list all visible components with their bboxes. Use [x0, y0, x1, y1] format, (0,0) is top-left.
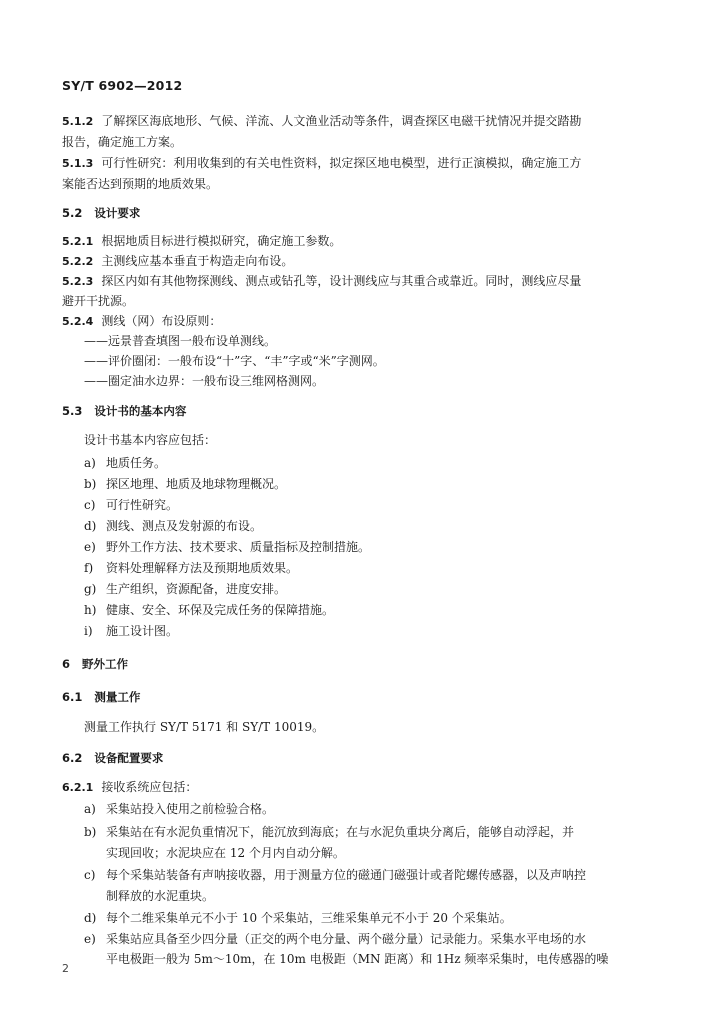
list-item-cont: 实现回收；水泥块应在 12 个月内自动分解。: [106, 846, 345, 860]
section-number: 6.1: [62, 690, 83, 704]
list-item: [84, 561, 298, 576]
clause-5-2-3: [62, 274, 581, 289]
list-item: [84, 868, 586, 883]
dash-item: ——圈定油水边界：一般布设三维网格测网。: [84, 374, 325, 388]
list-text: 每个二维采集单元不小于 10 个采集站，三维采集单元不小于 20 个采集站。: [106, 911, 512, 925]
list-item: [84, 540, 370, 555]
list-label: f): [84, 561, 94, 575]
section-title: 设计要求: [94, 206, 141, 220]
list-item-cont: 制释放的水泥重块。: [106, 889, 215, 903]
list-label: i): [84, 624, 93, 638]
list-text: 施工设计图。: [106, 624, 179, 638]
section-number: 5.3: [62, 404, 83, 418]
list-label: a): [84, 456, 96, 470]
list-item: [84, 932, 586, 947]
list-item: [84, 456, 166, 471]
section-number: 5.2: [62, 206, 83, 220]
clause-5-1-2: [62, 114, 581, 129]
list-label: e): [84, 540, 96, 554]
chapter-6-heading: [62, 657, 128, 672]
list-item: [84, 603, 334, 618]
section-title: 测量工作: [94, 690, 141, 704]
list-item: [84, 477, 286, 492]
list-label: a): [84, 802, 96, 816]
section-6-2-heading: [62, 751, 163, 766]
list-text: 测线、测点及发射源的布设。: [106, 519, 263, 533]
section-5-2-heading: [62, 206, 140, 221]
list-item: [84, 624, 178, 639]
clause-text: 根据地质目标进行模拟研究，确定施工参数。: [101, 234, 342, 248]
list-label: b): [84, 477, 97, 491]
clause-number: 6.2.1: [62, 781, 94, 794]
section-6-1-text: 测量工作执行 SY/T 5171 和 SY/T 10019。: [84, 720, 325, 734]
clause-text: 接收系统应包括：: [101, 780, 198, 794]
list-item-cont: 平电极距一般为 5m～10m，在 10m 电极距（MN 距离）和 1Hz 频率采集时，电传感器的噪: [106, 952, 609, 966]
clause-number: 5.1.3: [62, 157, 94, 170]
chapter-title: 野外工作: [82, 657, 129, 671]
list-text: 采集站投入使用之前检验合格。: [106, 802, 275, 816]
clause-5-2-2: [62, 254, 293, 269]
clause-number: 5.2.1: [62, 235, 94, 248]
clause-5-2-4: [62, 314, 221, 329]
dash-item: ——远景普查填图一般布设单测线。: [84, 334, 277, 348]
list-text: 探区地理、地质及地球物理概况。: [106, 477, 287, 491]
list-item: [84, 825, 574, 840]
list-label: c): [84, 498, 96, 512]
list-text: 生产组织，资源配备，进度安排。: [106, 582, 287, 596]
section-5-3-heading: [62, 404, 186, 419]
list-item: [84, 582, 286, 597]
clause-text: 主测线应基本垂直于构造走向布设。: [101, 254, 294, 268]
clause-5-2-3-cont: 避开干扰源。: [62, 294, 135, 308]
clause-text: 可行性研究：利用收集到的有关电性资料，拟定探区地电模型，进行正演模拟，确定施工方: [101, 156, 582, 170]
clause-text: 测线（网）布设原则：: [101, 314, 222, 328]
standard-code-header: SY/T 6902—2012: [62, 78, 183, 93]
list-text: 健康、安全、环保及完成任务的保障措施。: [106, 603, 335, 617]
clause-text: 探区内如有其他物探测线、测点或钻孔等，设计测线应与其重合或靠近。同时，测线应尽量: [101, 274, 582, 288]
list-text: 每个采集站装备有声呐接收器，用于测量方位的磁通门磁强计或者陀螺传感器，以及声呐控: [106, 868, 587, 882]
clause-5-1-3-cont: 案能否达到预期的地质效果。: [62, 177, 219, 191]
list-label: b): [84, 825, 97, 839]
list-item: [84, 519, 262, 534]
section-title: 设计书的基本内容: [94, 404, 187, 418]
clause-number: 5.1.2: [62, 115, 94, 128]
list-item: [84, 802, 274, 817]
clause-5-1-2-cont: 报告，确定施工方案。: [62, 135, 183, 149]
list-label: c): [84, 868, 96, 882]
clause-text: 了解探区海底地形、气候、洋流、人文渔业活动等条件，调查探区电磁干扰情况并提交踏勘: [101, 114, 582, 128]
list-label: d): [84, 911, 97, 925]
list-item: [84, 911, 512, 926]
dash-item: ——评价圈闭：一般布设“十”字、“丰”字或“米”字测网。: [84, 354, 385, 368]
clause-number: 5.2.3: [62, 275, 94, 288]
clause-number: 5.2.4: [62, 315, 94, 328]
list-label: d): [84, 519, 97, 533]
clause-5-2-1: [62, 234, 341, 249]
list-text: 可行性研究。: [106, 498, 179, 512]
clause-5-1-3: [62, 156, 581, 171]
list-label: e): [84, 932, 96, 946]
section-number: 6.2: [62, 751, 83, 765]
list-text: 采集站应具备至少四分量（正交的两个电分量、两个磁分量）记录能力。采集水平电场的水: [106, 932, 587, 946]
section-6-1-heading: [62, 690, 140, 705]
list-text: 野外工作方法、技术要求、质量指标及控制措施。: [106, 540, 371, 554]
list-label: h): [84, 603, 97, 617]
clause-number: 5.2.2: [62, 255, 94, 268]
chapter-number: 6: [62, 657, 71, 671]
list-text: 地质任务。: [106, 456, 167, 470]
list-text: 资料处理解释方法及预期地质效果。: [106, 561, 299, 575]
page-number: 2: [62, 962, 69, 975]
clause-6-2-1: [62, 780, 197, 795]
list-item: [84, 498, 178, 513]
section-title: 设备配置要求: [94, 751, 164, 765]
list-text: 采集站在有水泥负重情况下，能沉放到海底；在与水泥负重块分离后，能够自动浮起，并: [106, 825, 575, 839]
section-5-3-intro: 设计书基本内容应包括：: [84, 433, 217, 447]
list-label: g): [84, 582, 97, 596]
